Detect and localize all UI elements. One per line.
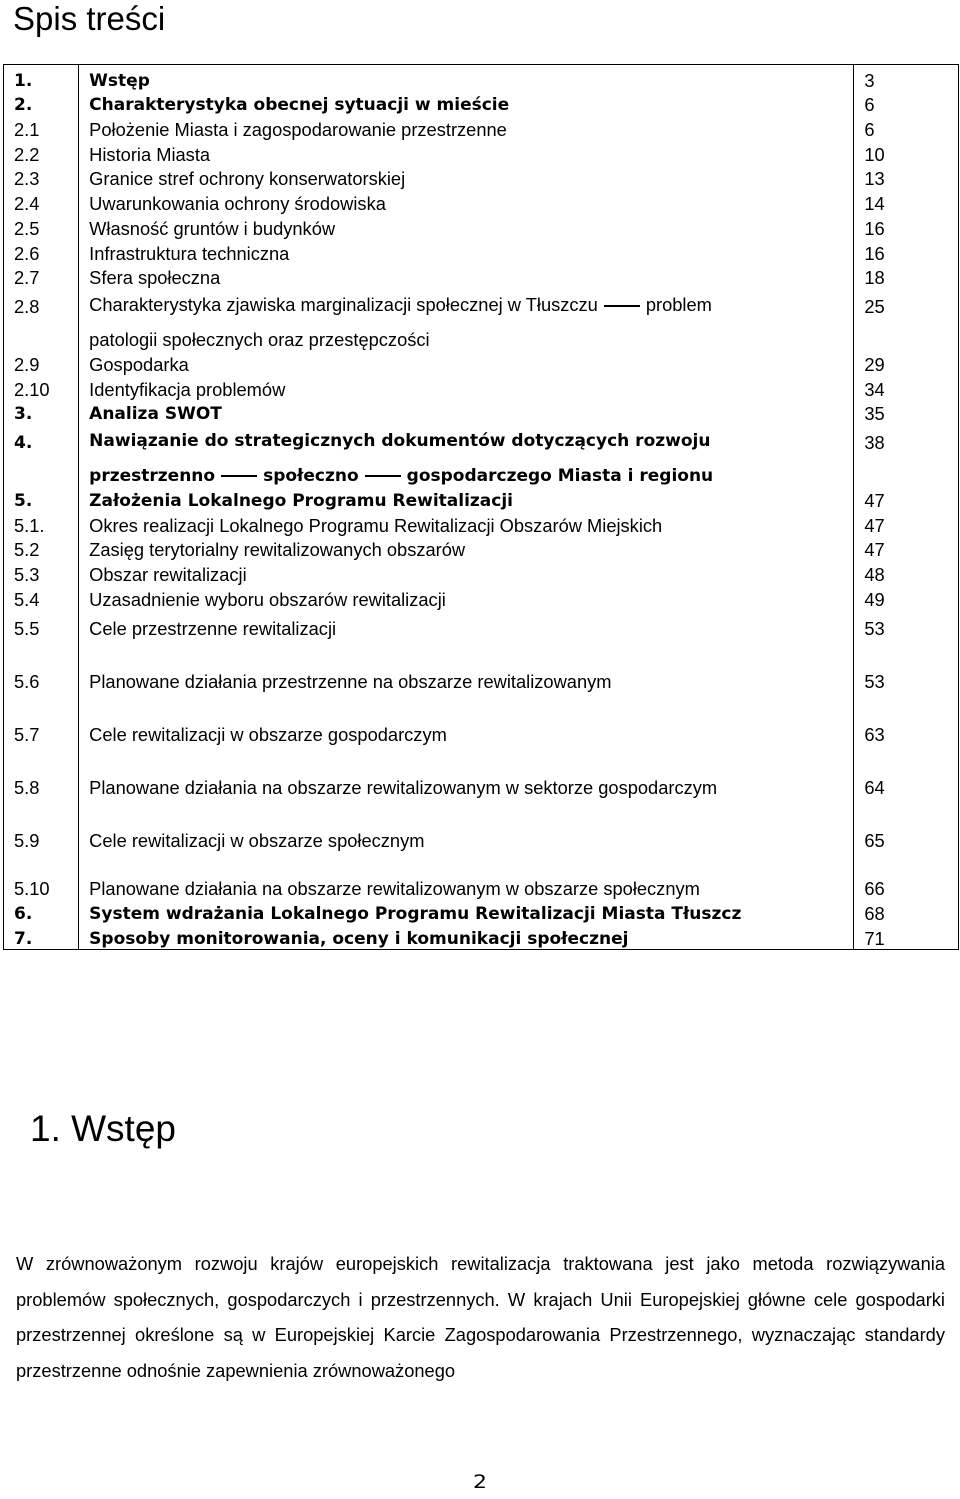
toc-number: 5.6: [4, 663, 79, 716]
toc-entry-title: Cele rewitalizacji w obszarze społecznym: [79, 822, 854, 875]
toc-number: 5.5: [4, 610, 79, 663]
toc-number: 4.: [4, 424, 79, 486]
toc-row: [4, 769, 958, 822]
toc-number: 6.: [4, 899, 79, 924]
toc-page-number: 35: [864, 403, 885, 425]
toc-page-number: 6: [864, 119, 875, 141]
dash-mark: [221, 475, 257, 477]
toc-entry-title-continuation: [89, 466, 853, 486]
toc-row: [4, 288, 958, 350]
toc-row: [4, 560, 958, 585]
toc-row: [4, 264, 958, 289]
toc-page-number: 38: [864, 432, 885, 454]
toc-page-number: 13: [864, 168, 885, 190]
toc-page-number: 63: [864, 723, 885, 745]
toc-entry-title: Obszar rewitalizacji: [79, 560, 854, 585]
toc-row: [4, 239, 958, 264]
toc-entry-title: Analiza SWOT: [79, 400, 854, 425]
toc-number: 2.9: [4, 350, 79, 375]
toc-entry-title: Infrastruktura techniczna: [79, 239, 854, 264]
toc-number: 7.: [4, 924, 79, 949]
toc-title: Spis treści: [13, 0, 166, 37]
toc-row: [4, 140, 958, 165]
toc-entry-title: Planowane działania na obszarze rewitalizowanym w obszarze społecznym: [79, 875, 854, 900]
toc-page-number: 65: [864, 829, 885, 851]
toc-entry-title-part: Charakterystyka zjawiska marginalizacji społecznej w Tłuszczu: [89, 294, 598, 316]
toc-page-number: 64: [864, 776, 885, 798]
dash-mark: [365, 475, 401, 477]
section-heading: 1. Wstęp: [30, 1108, 176, 1149]
toc-row: [4, 375, 958, 400]
toc-page-number: 47: [864, 539, 885, 561]
toc-number: 2.6: [4, 239, 79, 264]
page-number: 2: [473, 1471, 487, 1494]
toc-entry-title: Cele przestrzenne rewitalizacji: [79, 610, 854, 663]
toc-page-number: 10: [864, 143, 885, 165]
toc-entry-title: Planowane działania przestrzenne na obszarze rewitalizowanym: [79, 663, 854, 716]
toc-page-number: 66: [864, 878, 885, 900]
toc-entry-title: Identyfikacja problemów: [79, 375, 854, 400]
toc-page-number: 29: [864, 353, 885, 375]
toc-entry-title-part: przestrzenno: [89, 466, 216, 487]
toc-number: 2.10: [4, 375, 79, 400]
toc-row: [4, 610, 958, 663]
toc-number: 2.2: [4, 140, 79, 165]
toc-row: [4, 400, 958, 425]
toc-entry-title: Planowane działania na obszarze rewitalizowanym w sektorze gospodarczym: [79, 769, 854, 822]
toc-number: 1.: [4, 65, 79, 91]
toc-row: [4, 822, 958, 875]
toc-row: [4, 663, 958, 716]
toc-row: [4, 511, 958, 536]
toc-number: 5.9: [4, 822, 79, 875]
toc-number: 5.4: [4, 585, 79, 610]
toc-entry-title: Granice stref ochrony konserwatorskiej: [79, 165, 854, 190]
toc-number: 5.2: [4, 536, 79, 561]
toc-row: [4, 424, 958, 486]
toc-number: 2.4: [4, 189, 79, 214]
toc-number: 5.10: [4, 875, 79, 900]
dash-mark: [604, 305, 640, 307]
toc-row: [4, 350, 958, 375]
toc-entry-title: [79, 288, 854, 350]
toc-entry-title: Charakterystyka obecnej sytuacji w mieście: [79, 91, 854, 116]
toc-entry-title: [79, 424, 854, 486]
toc-page-number: 71: [864, 927, 885, 949]
toc-entry-title-part: gospodarczego Miasta i regionu: [406, 466, 714, 487]
toc-row: [4, 585, 958, 610]
toc-entry-title: Położenie Miasta i zagospodarowanie przestrzenne: [79, 115, 854, 140]
toc-entry-title-part: problem: [645, 294, 712, 316]
toc-row: [4, 91, 958, 116]
toc-entry-title-part: społeczno: [263, 466, 359, 487]
toc-entry-title: Historia Miasta: [79, 140, 854, 165]
toc-number: 5.1.: [4, 511, 79, 536]
toc-entry-title: Założenia Lokalnego Programu Rewitalizacji: [79, 486, 854, 511]
toc-entry-title-part: Nawiązanie do strategicznych dokumentów dotyczących rozwoju: [89, 431, 711, 452]
toc-row: [4, 115, 958, 140]
toc-number: 5.: [4, 486, 79, 511]
toc-entry-title: Okres realizacji Lokalnego Programu Rewitalizacji Obszarów Miejskich: [79, 511, 854, 536]
body-paragraph: W zrównoważonym rozwoju krajów europejskich rewitalizacja traktowana jest jako metoda rozwiązywania problemów społecznych, gospodarczych i przestrzennych. W krajach Unii Europejskiej główne cele gospodarki przestrzennej określone są w Europejskiej Karcie Zagospodarowania Przestrzennego, wyznaczając standardy przestrzenne odnośnie zapewnienia zrównoważonego: [16, 1253, 945, 1381]
toc-entry-title-continuation: patologii społecznych oraz przestępczości: [89, 329, 430, 351]
toc-page-number: 34: [864, 378, 885, 400]
toc-number: 2.5: [4, 214, 79, 239]
toc-page-number: 18: [864, 267, 885, 289]
toc-row: [4, 65, 958, 91]
toc-page-number: 49: [864, 588, 885, 610]
toc-row: [4, 486, 958, 511]
toc-entry-title: Sposoby monitorowania, oceny i komunikacji społecznej: [79, 924, 854, 949]
toc-row: [4, 189, 958, 214]
toc-number: 2.: [4, 91, 79, 116]
toc-page-number: 47: [864, 514, 885, 536]
toc-page-number: 25: [864, 296, 885, 318]
toc-number: 2.3: [4, 165, 79, 190]
toc-number: 3.: [4, 400, 79, 425]
toc-page-number: 53: [864, 670, 885, 692]
toc-number: 5.8: [4, 769, 79, 822]
toc-page-number: 48: [864, 564, 885, 585]
toc-table: [3, 64, 959, 950]
toc-row: [4, 165, 958, 190]
toc-entry-title: Sfera społeczna: [79, 264, 854, 289]
toc-number: 2.8: [4, 288, 79, 350]
toc-page-number: 47: [864, 489, 885, 511]
toc-page-number: 6: [864, 94, 875, 116]
toc-entry-title: Uzasadnienie wyboru obszarów rewitalizacji: [79, 585, 854, 610]
toc-page-number: 53: [864, 617, 885, 639]
toc-page-number: 16: [864, 217, 885, 239]
toc-entry-title: System wdrażania Lokalnego Programu Rewitalizacji Miasta Tłuszcz: [79, 899, 854, 924]
toc-row: [4, 716, 958, 769]
toc-number: 2.7: [4, 264, 79, 289]
toc-entry-title: Cele rewitalizacji w obszarze gospodarczym: [79, 716, 854, 769]
toc-number: 5.3: [4, 560, 79, 585]
toc-entry-title: Wstęp: [79, 65, 854, 91]
toc-entry-title: Uwarunkowania ochrony środowiska: [79, 189, 854, 214]
toc-row: [4, 875, 958, 900]
toc-page-number: 16: [864, 242, 885, 264]
toc-page-number: 68: [864, 903, 885, 925]
toc-number: 2.1: [4, 115, 79, 140]
toc-row: [4, 899, 958, 924]
toc-number: 5.7: [4, 716, 79, 769]
toc-entry-title: Gospodarka: [79, 350, 854, 375]
toc-page-number: 14: [864, 193, 885, 215]
toc-row: [4, 536, 958, 561]
toc-entry-title: Własność gruntów i budynków: [79, 214, 854, 239]
toc-page-number: 3: [864, 69, 875, 91]
toc-entry-title: Zasięg terytorialny rewitalizowanych obszarów: [79, 536, 854, 561]
toc-row: [4, 924, 958, 949]
toc-row: [4, 214, 958, 239]
